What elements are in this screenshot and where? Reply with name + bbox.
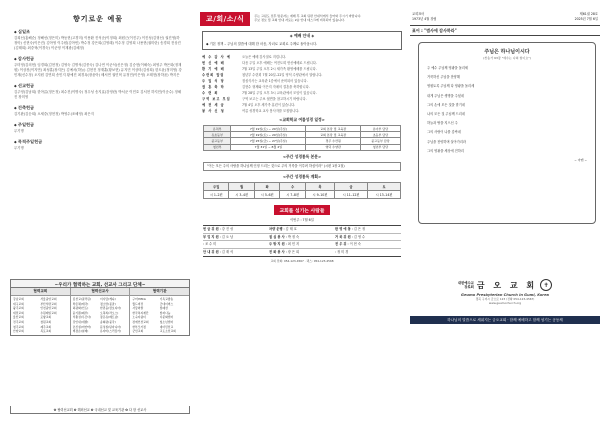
partner-item: 굿네이버스 <box>159 301 174 306</box>
hymn-line: 주 예수 주님께 영광을 돌리세 <box>427 66 469 70</box>
schedule-cell: 유초등부 <box>204 132 231 138</box>
church-name-row <box>410 279 600 291</box>
offerings-title: 향기로운 예물 <box>72 15 123 23</box>
schedule-cell: 유아부 담당 <box>360 126 400 132</box>
duty-role: 전 우 위 <box>335 242 347 247</box>
duty-header <box>200 205 404 215</box>
duty-cell: 전 우 위 : 이 현 숙 <box>335 242 361 247</box>
duty-cell: 차량 운행 : 김 태 호 <box>269 227 297 232</box>
partner-column <box>11 288 71 335</box>
duty-cell: 부 엌 지 원 : 김 오 남 <box>203 234 234 239</box>
denomination-line: 장로회 <box>464 285 474 289</box>
church-name: 금 오 교 회 <box>476 280 538 290</box>
notice-label: 예 전 세 금 <box>202 103 225 107</box>
offering-heading: ◆ 선교헌금 <box>14 83 182 89</box>
offering-section <box>14 105 182 117</box>
offering-names: 김기완(김순희) 오세중(정현정) 박영수(조혜영) 최은지 <box>14 112 94 116</box>
partner-item: 백겸손(칠레) <box>72 329 89 334</box>
info-left <box>412 12 436 21</box>
offering-section <box>14 56 182 78</box>
duty-person: 김 오 남 <box>221 234 234 239</box>
duty-role: 거 룩 위 원 <box>335 234 351 239</box>
week-table <box>203 182 401 199</box>
schedule-cell: 경주 수련원 <box>306 138 361 144</box>
partner-item: 노숙자쉼터 <box>132 315 146 320</box>
partners-grid <box>10 287 190 336</box>
duty-role: 주 방 지 원 <box>269 242 285 247</box>
hymn-title: 주님은 하나님이시다 <box>484 49 530 55</box>
offering-names: 김희선(홍해순) 정해선(정은미) 박동현(고경미) 이용환 진석준(이정희) 최원근(이진주) 이진성(김형선) 권진영(하정아) 신현숙(이은진) 김아영 이주원(김아빈) 박수정 강은희(김영래) 이수정 김영희 나용현(권미란) 송경희 전상진(김태희) 최중혁(이경숙) 이준영 이재광(김혜정) <box>14 36 181 50</box>
duty-title: 교회를 섬기는 사람들 <box>274 205 329 215</box>
duty-person: 김 태 호 <box>285 227 297 232</box>
news-header-lines <box>254 15 404 23</box>
notice-text: 청년부 수련회 7월 20일–22일 영덕 수양관에서 열립니다. <box>242 73 323 77</box>
duty-person: 김 영 수 <box>353 234 366 239</box>
notice-text: 7월 28일 주일 오후 3시 교육관에서 모임이 있습니다. <box>242 91 317 95</box>
week-reading: 시 9–10편 <box>305 191 334 199</box>
offerings-list <box>0 29 196 151</box>
duty-cell: 안 내 위 원 : 김 재 석 <box>203 250 234 255</box>
schedule-cell: 교회 본당 및 교육관 <box>306 126 361 132</box>
week-day: 월 <box>229 183 254 191</box>
partner-item: 월드비전 <box>132 301 144 306</box>
duty-row <box>203 249 401 256</box>
partner-item: 서울중앙교회 <box>40 297 57 301</box>
partner-item: 윤기쁨(페루) <box>72 310 89 315</box>
duty-person: 정 미 경 <box>337 250 349 255</box>
worship-guide-text: ◆ 기본 정책 – 주님의 말씀에 대해 한 마음, 자녀로 교회로 주께로 돌아옵시다. <box>206 42 318 46</box>
duty-footer: 교회 전화: 054-123-4567 · 팩스: 054-123-4568 <box>270 258 334 263</box>
week-cell-row <box>204 191 401 199</box>
info-right <box>575 12 598 21</box>
week-reading: 시 1–2편 <box>204 191 229 199</box>
issue-number: 제61권 28호 <box>579 12 598 16</box>
partner-item: 이사랑(케냐) <box>100 297 116 301</box>
partner-item: 서충성(우간다) <box>72 315 92 320</box>
week-title: <주간 성경통독 계획> <box>282 174 322 180</box>
partners-title: ~우리가 협력하는 교회, 선교사 그리고 단체~ <box>10 279 190 289</box>
hymn-line: 주님을 찬양하며 살아가리라 <box>427 139 466 144</box>
offering-section <box>14 83 182 100</box>
offering-names: 무기명 <box>14 146 24 150</box>
offering-names: 무기명 <box>14 129 24 133</box>
notice-label: 예 수 감 사 예 <box>202 55 231 59</box>
news-header-box: 교/회/소/식 <box>200 12 250 26</box>
header-line: 주보 정보 및 교회 안내 자료는 2층 안내 데스크에 비치되어 있습니다. <box>254 18 345 22</box>
schedule-cell: 7월 19일(토) ~ 20일(주일) <box>231 126 306 132</box>
partner-item: 한부모가정 <box>132 324 146 329</box>
week-reading: 시 3–4편 <box>229 191 254 199</box>
partner-item: 포항교회 <box>40 315 52 320</box>
worship-guide-box <box>202 31 402 50</box>
partner-item: 사랑의쌀 <box>132 306 144 311</box>
notice-text: 김현수 형제와 이은지 자매의 결혼을 축하합니다. <box>242 85 310 89</box>
notice-text: 7월 13일 주일 오후 2시 새가족 환영예배를 드립니다. <box>242 67 317 71</box>
partners-footer: ✿ 협력선교회 ✿ 해외선교 ✿ 국내선교 및 교육기관 ✿ 다 함 선교사 <box>10 406 190 414</box>
duty-role: 점 심 봉 사 <box>269 234 285 239</box>
duty-person: 김 재 석 <box>221 250 234 255</box>
notice-text: 구역 보고는 주보 뒷면을 참고하시기 바랍니다. <box>242 97 307 101</box>
notice-text: 점심식사는 교육관 1층에서 준비되어 있습니다. <box>242 79 308 83</box>
cover-panel <box>410 0 600 424</box>
issue-date: 2025년 7월 6일 <box>574 16 598 21</box>
duty-cell: 점 심 봉 사 : 박 정 숙 <box>269 234 300 239</box>
partner-column-head: 협력선교사 <box>71 288 130 296</box>
info-line: 1973년 4월 창립 <box>412 16 437 21</box>
church-address <box>410 298 600 305</box>
notice-label: 결 혼 축 하 <box>202 85 225 89</box>
notice-label: 수 련 회 <box>202 91 219 95</box>
offerings-panel <box>0 0 196 424</box>
duty-grid <box>203 225 401 256</box>
partner-item: 군선교회 <box>132 329 144 334</box>
schedule-cell: 교회 본당 및 교육관 <box>306 132 361 138</box>
duty-cell: 한 영 애 통 : 김 은 정 <box>335 227 366 232</box>
cross-logo-icon: ✝ <box>540 279 552 291</box>
duty-cell: : 정 미 경 <box>335 250 349 255</box>
duty-row <box>203 241 401 249</box>
hymn-line: 내게 주님은 생명을 주셨네 <box>427 93 464 98</box>
notice-list <box>202 54 402 114</box>
church-english-name: Geumo Presbyterian Church in Gumi, Korea <box>461 293 549 297</box>
partner-column-body <box>71 296 130 335</box>
week-reading: 시 5–6편 <box>254 191 279 199</box>
offering-names: 김주영(김남희) 한아름(정은정) 최수진(이명숙) 정우성 송지효(강영란) 박서준 이민호 김서현 하지민(이준수) 정혜진 장미영 <box>14 90 182 99</box>
duty-person: 강 진 성 <box>221 227 234 232</box>
offering-heading: ◆ 건축헌금 <box>14 105 182 111</box>
offering-heading: ◆ 주일헌금 <box>14 122 182 128</box>
partner-item: 청주교회 <box>13 324 24 329</box>
week-day: 주일 <box>204 183 229 191</box>
notice-label: 수련회 알림 <box>202 73 225 77</box>
hymn-end: ~ 아멘 ~ <box>574 158 587 163</box>
notice-text: 여름 성경학교 교사 봉사자를 모집합니다. <box>242 109 300 113</box>
header-line: 주는 고린도 전후 방문자는 예배 후 교회 뒤편 안내석에서 들어와 주시기 바랍니다. <box>254 14 362 19</box>
week-day: 토 <box>368 183 401 191</box>
schedule-cell: 중고등부 <box>204 138 231 144</box>
offering-heading: ◆ 십일조 <box>14 29 182 35</box>
partner-item: 창원교회 <box>40 319 52 324</box>
website-link[interactable]: www.geumochurch.org <box>488 300 522 305</box>
duty-cell: 전 화 봉 사 : 장 은 희 <box>269 250 300 255</box>
partner-item: 울산교회 <box>13 315 24 320</box>
hymn-line: 영원토록 주님께 다 영광을 돌리세 <box>427 84 475 89</box>
partner-item: 구미YMCA <box>132 297 146 301</box>
bulletin-info <box>410 12 600 21</box>
schedule-cell: 유치부 <box>204 126 231 132</box>
week-reading: 시 7–8편 <box>280 191 305 199</box>
info-line: 교회표어 <box>412 12 425 16</box>
worship-guide-title: ◈ 예배 안내 ◈ <box>289 33 315 38</box>
partner-column-head: 협력기관 <box>130 288 189 296</box>
partner-item: 청소년센터 <box>159 319 174 324</box>
motto-bar: 표어 : "범사에 감사하라" <box>410 25 600 36</box>
schedule-title: <교회학교 여름성경 일정> <box>279 117 325 122</box>
hymn-subtitle: (찬송가 93장 "예수는 나의 힘이요") <box>483 56 531 60</box>
partner-item: 송화평(중국) <box>100 319 116 324</box>
duty-cell: 주 방 지 원 : 최 민 지 <box>269 242 300 247</box>
hymn-line: 나의 모든 것 주님께 드리네 <box>427 112 465 117</box>
partner-item: 한국복지재단 <box>132 310 149 315</box>
duty-cell: 헌 금 위 원 : 강 진 성 <box>203 227 234 232</box>
partner-item: 밥퍼나눔 <box>159 310 171 315</box>
partner-item: 부산서면교회 <box>40 301 57 306</box>
duty-person: 최 민 지 <box>287 242 300 247</box>
notice-text: 7월 4일 오후 새가족 훈련이 있습니다. <box>242 103 296 107</box>
schedule-table <box>203 125 401 151</box>
duty-cell: : 조 수 미 <box>203 242 217 247</box>
duty-person: 장 은 희 <box>287 250 300 255</box>
week-day: 수 <box>280 183 305 191</box>
duty-role: 부 엌 지 원 <box>203 234 219 239</box>
notice-label: 헌 신 예 배 <box>202 61 225 65</box>
hymn-lyrics <box>427 66 587 154</box>
offering-section <box>14 29 182 51</box>
verse-title: <주간 성경통독 본문> <box>282 153 322 159</box>
partner-column-body <box>130 296 189 335</box>
duty-role: 한 영 애 통 <box>335 227 351 232</box>
notice-text: 오늘은 예배 감사절로 지킵니다. <box>242 55 287 59</box>
schedule-cell: 영덕 수양관 <box>306 144 361 150</box>
church-identity <box>410 279 600 305</box>
duty-role: 차량 운행 <box>269 227 283 232</box>
partner-item: 문성실(탄자니아) <box>100 324 122 329</box>
partner-column-head: 협력교회 <box>11 288 70 296</box>
week-day: 금 <box>335 183 368 191</box>
verse-box: "이는 모든 주의 사랑을 하나님께 인정 드리는 것으로 주의 거룩을 이루려 하심이라" (시편 1장 2절) <box>203 162 401 172</box>
hymn-line: 그의 사랑이 나를 감싸네 <box>427 130 461 135</box>
schedule-cell: 7월 25일(금) ~ 27일(주일) <box>231 138 306 144</box>
offering-names: 주미영(김의헌) 임경희(김현정) 김영숙 김명석(김종숙) 김나연 이준석(신은정) 김승현(이혜숙) 최영주 박은화(정재원) 이상천(이지연) 최성훈(장지은) 김예서(하늘) 김현진 정재훈(황보현) 유지민 이상미(김성희) 한도윤(정미영) 강민재(신수정) 오지원 김연희 송민지 황예진 최경옥(장윤아) 배서연 권민혁 유정민(이은영) 오태현(장하윤) 박지은 <box>14 63 182 77</box>
partner-item: 수원제일교회 <box>40 310 57 315</box>
cover-footer: 하나님의 말씀으로 세워지는 금오교회 · 함께 예배하고 함께 섬기는 공동체 <box>410 316 600 324</box>
partner-item: 광주교회 <box>13 306 24 311</box>
duty-week: 이번주 : 7월 6일 <box>290 218 314 223</box>
schedule-cell: 청년부 <box>204 144 231 150</box>
notice-item <box>202 108 402 114</box>
partner-item: 강인내(네팔) <box>72 319 89 324</box>
partner-item: 장애인선교회 <box>132 319 149 324</box>
notice-label: 봉 사 신 청 <box>202 109 225 113</box>
duty-role: 전 화 봉 사 <box>269 250 285 255</box>
duty-person: 김 은 정 <box>353 227 366 232</box>
duty-role: 안 내 위 원 <box>203 250 219 255</box>
week-day: 화 <box>254 183 279 191</box>
duty-role: 헌 금 위 원 <box>203 227 219 232</box>
news-header <box>200 12 404 26</box>
partner-item: 안양교회 <box>13 329 24 334</box>
address-line: 경북 구미시 금오로 123 (전화 054-123-4567) <box>475 297 535 301</box>
partner-item: 다문화센터 <box>159 315 174 320</box>
partner-item: 김선교(필리핀) <box>72 297 92 301</box>
partner-item: 박은혜(태국) <box>72 301 89 306</box>
denomination-line: 대한예수교 <box>457 280 474 285</box>
notice-label: 환 기 예 배 <box>202 67 225 71</box>
partner-item: 새터민선교 <box>159 324 174 329</box>
schedule-cell: 초등부 담당 <box>360 132 400 138</box>
partner-item: 컴패션 <box>159 306 168 311</box>
schedule-row <box>204 144 401 150</box>
denomination <box>458 281 474 289</box>
schedule-cell: 7월 31일 ~ 8월 2일 <box>231 144 306 150</box>
partner-item: 최평화(인도) <box>72 306 89 311</box>
week-day: 목 <box>305 183 334 191</box>
week-reading: 시 11–12편 <box>335 191 368 199</box>
notice-label: 구역 보고 모임 <box>202 97 231 101</box>
schedule-cell: 7월 19일(토) ~ 20일(주일) <box>231 132 306 138</box>
duty-row <box>203 234 401 242</box>
partner-item: 한믿음(캄보디아) <box>100 306 122 311</box>
duty-person: 조 수 미 <box>205 242 217 247</box>
partner-item: 장온유(베트남) <box>100 315 119 320</box>
hymn-line: 하늘과 땅을 지으신 주 <box>427 121 458 126</box>
partner-item: 정소망(몽골) <box>100 301 116 306</box>
partner-item: 교도소선교회 <box>159 329 176 334</box>
partner-item: 전주교회 <box>13 319 24 324</box>
partner-item: 목포교회 <box>40 329 52 334</box>
week-reading: 시 13–14편 <box>368 191 401 199</box>
offering-heading: ◆ 목적주일헌금 <box>14 139 182 145</box>
notice-label: 주 일 식 당 <box>202 79 225 83</box>
offering-section <box>14 139 182 151</box>
schedule-cell: 청년부 담당 <box>360 144 400 150</box>
duty-cell: 거 룩 위 원 : 김 영 수 <box>335 234 366 239</box>
partner-item: 강남교회 <box>13 297 24 301</box>
duty-person: 박 정 숙 <box>287 234 300 239</box>
partner-item: 제주교회 <box>40 324 52 329</box>
offering-section <box>14 122 182 134</box>
news-panel <box>200 0 404 424</box>
partner-item: 대전교회 <box>13 310 24 315</box>
partner-item: 유자비(스리랑카) <box>100 329 122 334</box>
hymn-box <box>418 42 596 224</box>
hymn-line: 그의 손에 모든 것을 맡기네 <box>427 102 465 107</box>
duty-row <box>203 226 401 234</box>
offering-heading: ◆ 감사헌금 <box>14 56 182 62</box>
partner-column-body <box>11 296 70 335</box>
hymn-line: 그의 영광을 세상에 전하리 <box>427 148 464 153</box>
partner-item: 인천중앙교회 <box>40 306 57 311</box>
partner-item: 오축복(라오스) <box>100 310 119 315</box>
hymn-line: 거룩하신 주님을 찬양해 <box>427 75 460 80</box>
partner-item: 조신실(미얀마) <box>72 324 92 329</box>
notice-text: 다음 주일 오후 예배는 여전도회 헌신예배로 드립니다. <box>242 61 317 65</box>
duty-person: 이 현 숙 <box>349 242 361 247</box>
partner-column <box>71 288 131 335</box>
partner-item: 기독교방송 <box>159 297 174 301</box>
week-head-row <box>204 183 401 191</box>
partner-column <box>130 288 189 335</box>
schedule-cell: 중고등부 담당 <box>360 138 400 144</box>
partner-item: 대구교회 <box>13 301 24 306</box>
